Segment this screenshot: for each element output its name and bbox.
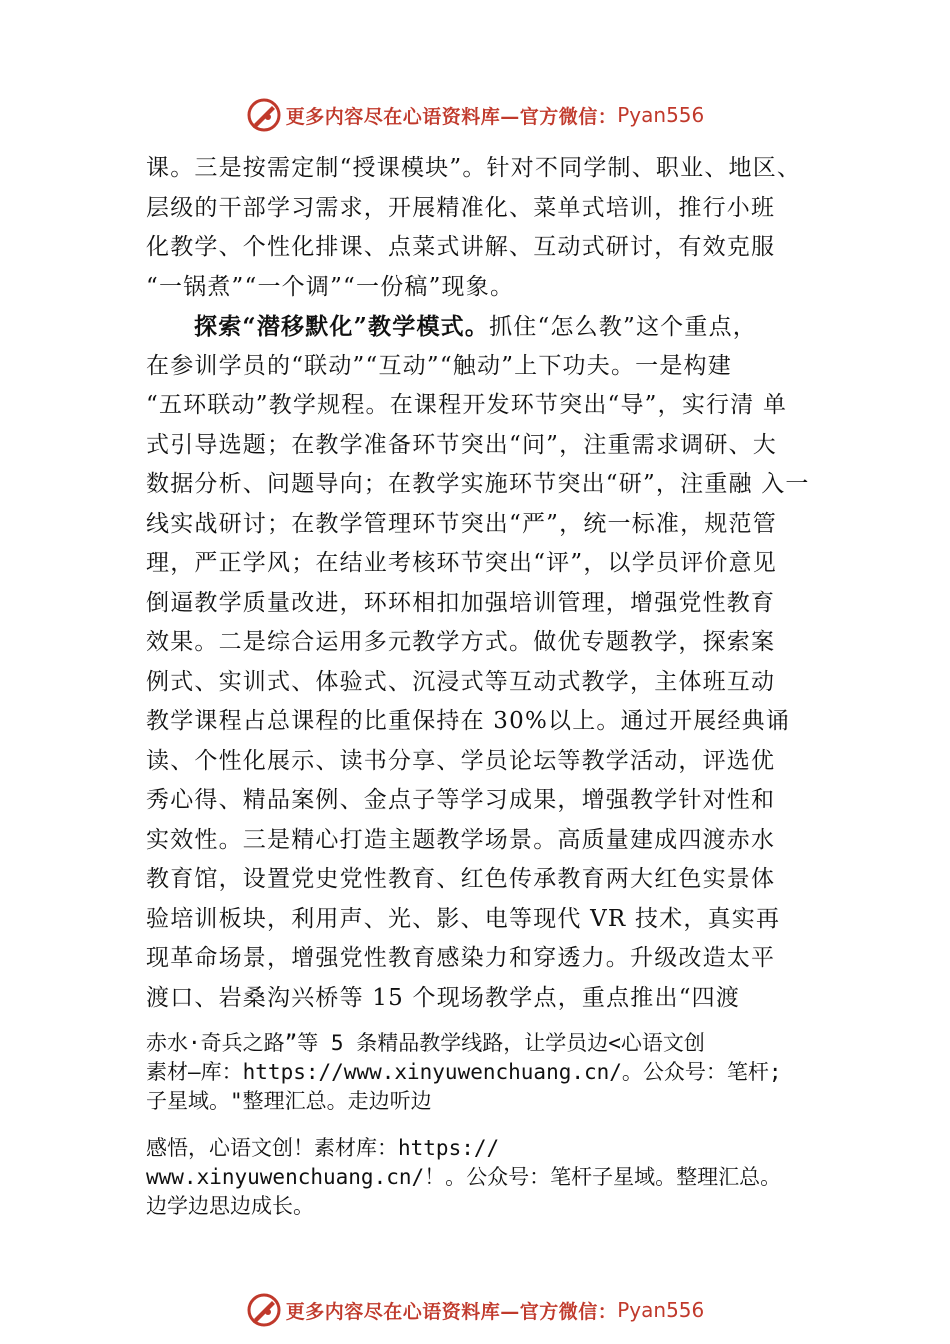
tail-line: www.xinyuwenchuang.cn/！。公众号：笔杆子星域。整理汇总。	[146, 1165, 782, 1189]
pen-logo-icon	[246, 97, 282, 133]
body-line: 现革命场景，增强党性教育感染力和穿透力。升级改造太平	[146, 945, 776, 971]
document-body	[146, 149, 816, 1018]
body-line: 教育馆，设置党史党性教育、红色传承教育两大红色实景体	[146, 866, 776, 892]
tail-line: 素材—库：https://www.xinyuwenchuang.cn/。公众号：笔杆;	[146, 1060, 782, 1084]
body-line: 验培训板块，利用声、光、影、电等现代 VR 技术，真实再	[146, 905, 781, 932]
tail-line: 子星域。"整理汇总。走边听边	[146, 1089, 432, 1113]
body-line: 式引导选题；在教学准备环节突出“问”，注重需求调研、大	[146, 431, 777, 458]
banner-text: 更多内容尽在心语资料库—官方微信：	[285, 105, 618, 128]
body-line: “五环联动”教学规程。在课程开发环节突出“导”，实行清 单	[146, 392, 788, 418]
body-line: 层级的干部学习需求，开展精准化、菜单式培训，推行小班	[146, 194, 776, 221]
body-line: 化教学、个性化排课、点菜式讲解、互动式研讨，有效克服	[146, 234, 776, 260]
body-line: 理，严正学风；在结业考核环节突出“评”，以学员评价意见	[146, 550, 777, 576]
body-line: 线实战研讨；在教学管理环节突出“严”，统一标准，规范管	[146, 510, 777, 537]
body-line: 数据分析、问题导向；在教学实施环节突出“研”，注重融 入一	[146, 471, 810, 497]
tail-line: 感悟，心语文创！素材库：https://	[146, 1136, 500, 1160]
body-line: 在参训学员的“联动”“互动”“触动”上下功夫。一是构建	[146, 352, 732, 379]
body-line: 实效性。三是精心打造主题教学场景。高质量建成四渡赤水	[146, 826, 776, 853]
body-line: 课。三是按需定制“授课模块”。针对不同学制、职业、地区、	[146, 155, 802, 181]
heading-continuation: 抓住“怎么教”这个重点，	[489, 314, 757, 340]
body-line: 例式、实训式、体验式、沉浸式等互动式教学，主体班互动	[146, 668, 776, 695]
tail-line: 边学边思边成长。	[146, 1194, 314, 1218]
body-line: “一锅煮”“一个调”“一份稿”现象。	[146, 273, 515, 300]
tail-block-2	[146, 1134, 866, 1221]
body-line: 倒逼教学质量改进，环环相扣加强培训管理，增强党性教育	[146, 589, 776, 616]
body-line: 秀心得、精品案例、金点子等学习成果，增强教学针对性和	[146, 787, 776, 813]
header-banner	[0, 93, 950, 137]
body-line: 渡口、岩桑沟兴桥等 15 个现场教学点，重点推出“四渡	[146, 984, 741, 1011]
section-heading-line	[146, 307, 816, 347]
body-line: 读、个性化展示、读书分享、学员论坛等教学活动，评选优	[146, 747, 776, 774]
tail-block-1	[146, 1029, 866, 1116]
footer-banner	[0, 1288, 950, 1332]
banner-id: Pyan556	[617, 103, 705, 127]
banner-id: Pyan556	[617, 1298, 705, 1322]
banner-text: 更多内容尽在心语资料库—官方微信：	[285, 1300, 618, 1323]
section-heading: 探索“潜移默化”教学模式。	[194, 313, 490, 340]
body-line: 教学课程占总课程的比重保持在 30%以上。通过开展经典诵	[146, 708, 791, 734]
body-line: 效果。二是综合运用多元教学方式。做优专题教学，探索案	[146, 629, 776, 655]
tail-line: 赤水·奇兵之路”等 5 条精品教学线路，让学员边<心语文创	[146, 1031, 705, 1055]
pen-logo-icon	[246, 1292, 282, 1328]
